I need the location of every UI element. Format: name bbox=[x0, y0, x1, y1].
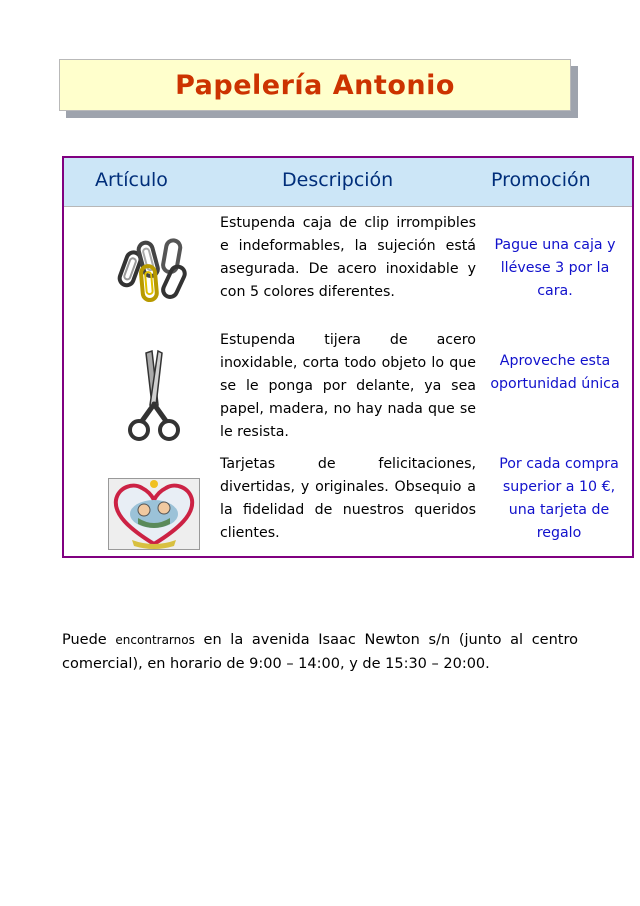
product-table bbox=[62, 156, 634, 558]
header-articulo: Artículo bbox=[95, 169, 168, 191]
footer-text-1: Puede bbox=[62, 632, 116, 648]
row-promotion: Aproveche esta oportunidad única bbox=[490, 353, 620, 392]
row-promotion: Pague una caja y llévese 3 por la cara. bbox=[494, 237, 616, 299]
header-descripcion: Descripción bbox=[282, 169, 394, 191]
title-banner bbox=[59, 59, 571, 111]
footer-text-3: en la avenida Isaac Newton s/n (junto al centro comercial), en horario de 9:00 – 14:00, y de 15:30 – 20:00. bbox=[62, 632, 578, 672]
page-title: Papelería Antonio bbox=[175, 69, 455, 101]
paperclips-icon bbox=[112, 234, 192, 304]
table-header bbox=[64, 158, 632, 207]
footer-text-2: encontrarnos bbox=[115, 633, 195, 647]
row-description: Tarjetas de felicitaciones, divertidas, y originales. Obsequio a la fidelidad de nuestros queridos clientes. bbox=[220, 456, 476, 541]
header-promocion: Promoción bbox=[491, 169, 591, 191]
footer-address bbox=[62, 628, 578, 676]
row-promotion: Por cada compra superior a 10 €, una tarjeta de regalo bbox=[499, 456, 619, 541]
row-description: Estupenda caja de clip irrompibles e indeformables, la sujeción está asegurada. De acero inoxidable y con 5 colores diferentes. bbox=[220, 215, 476, 300]
greeting-card-icon bbox=[108, 478, 200, 550]
row-description: Estupenda tijera de acero inoxidable, corta todo objeto lo que se le ponga por delante, ya sea papel, madera, no hay nada que se le resista. bbox=[220, 332, 476, 440]
scissors-icon bbox=[122, 349, 186, 445]
